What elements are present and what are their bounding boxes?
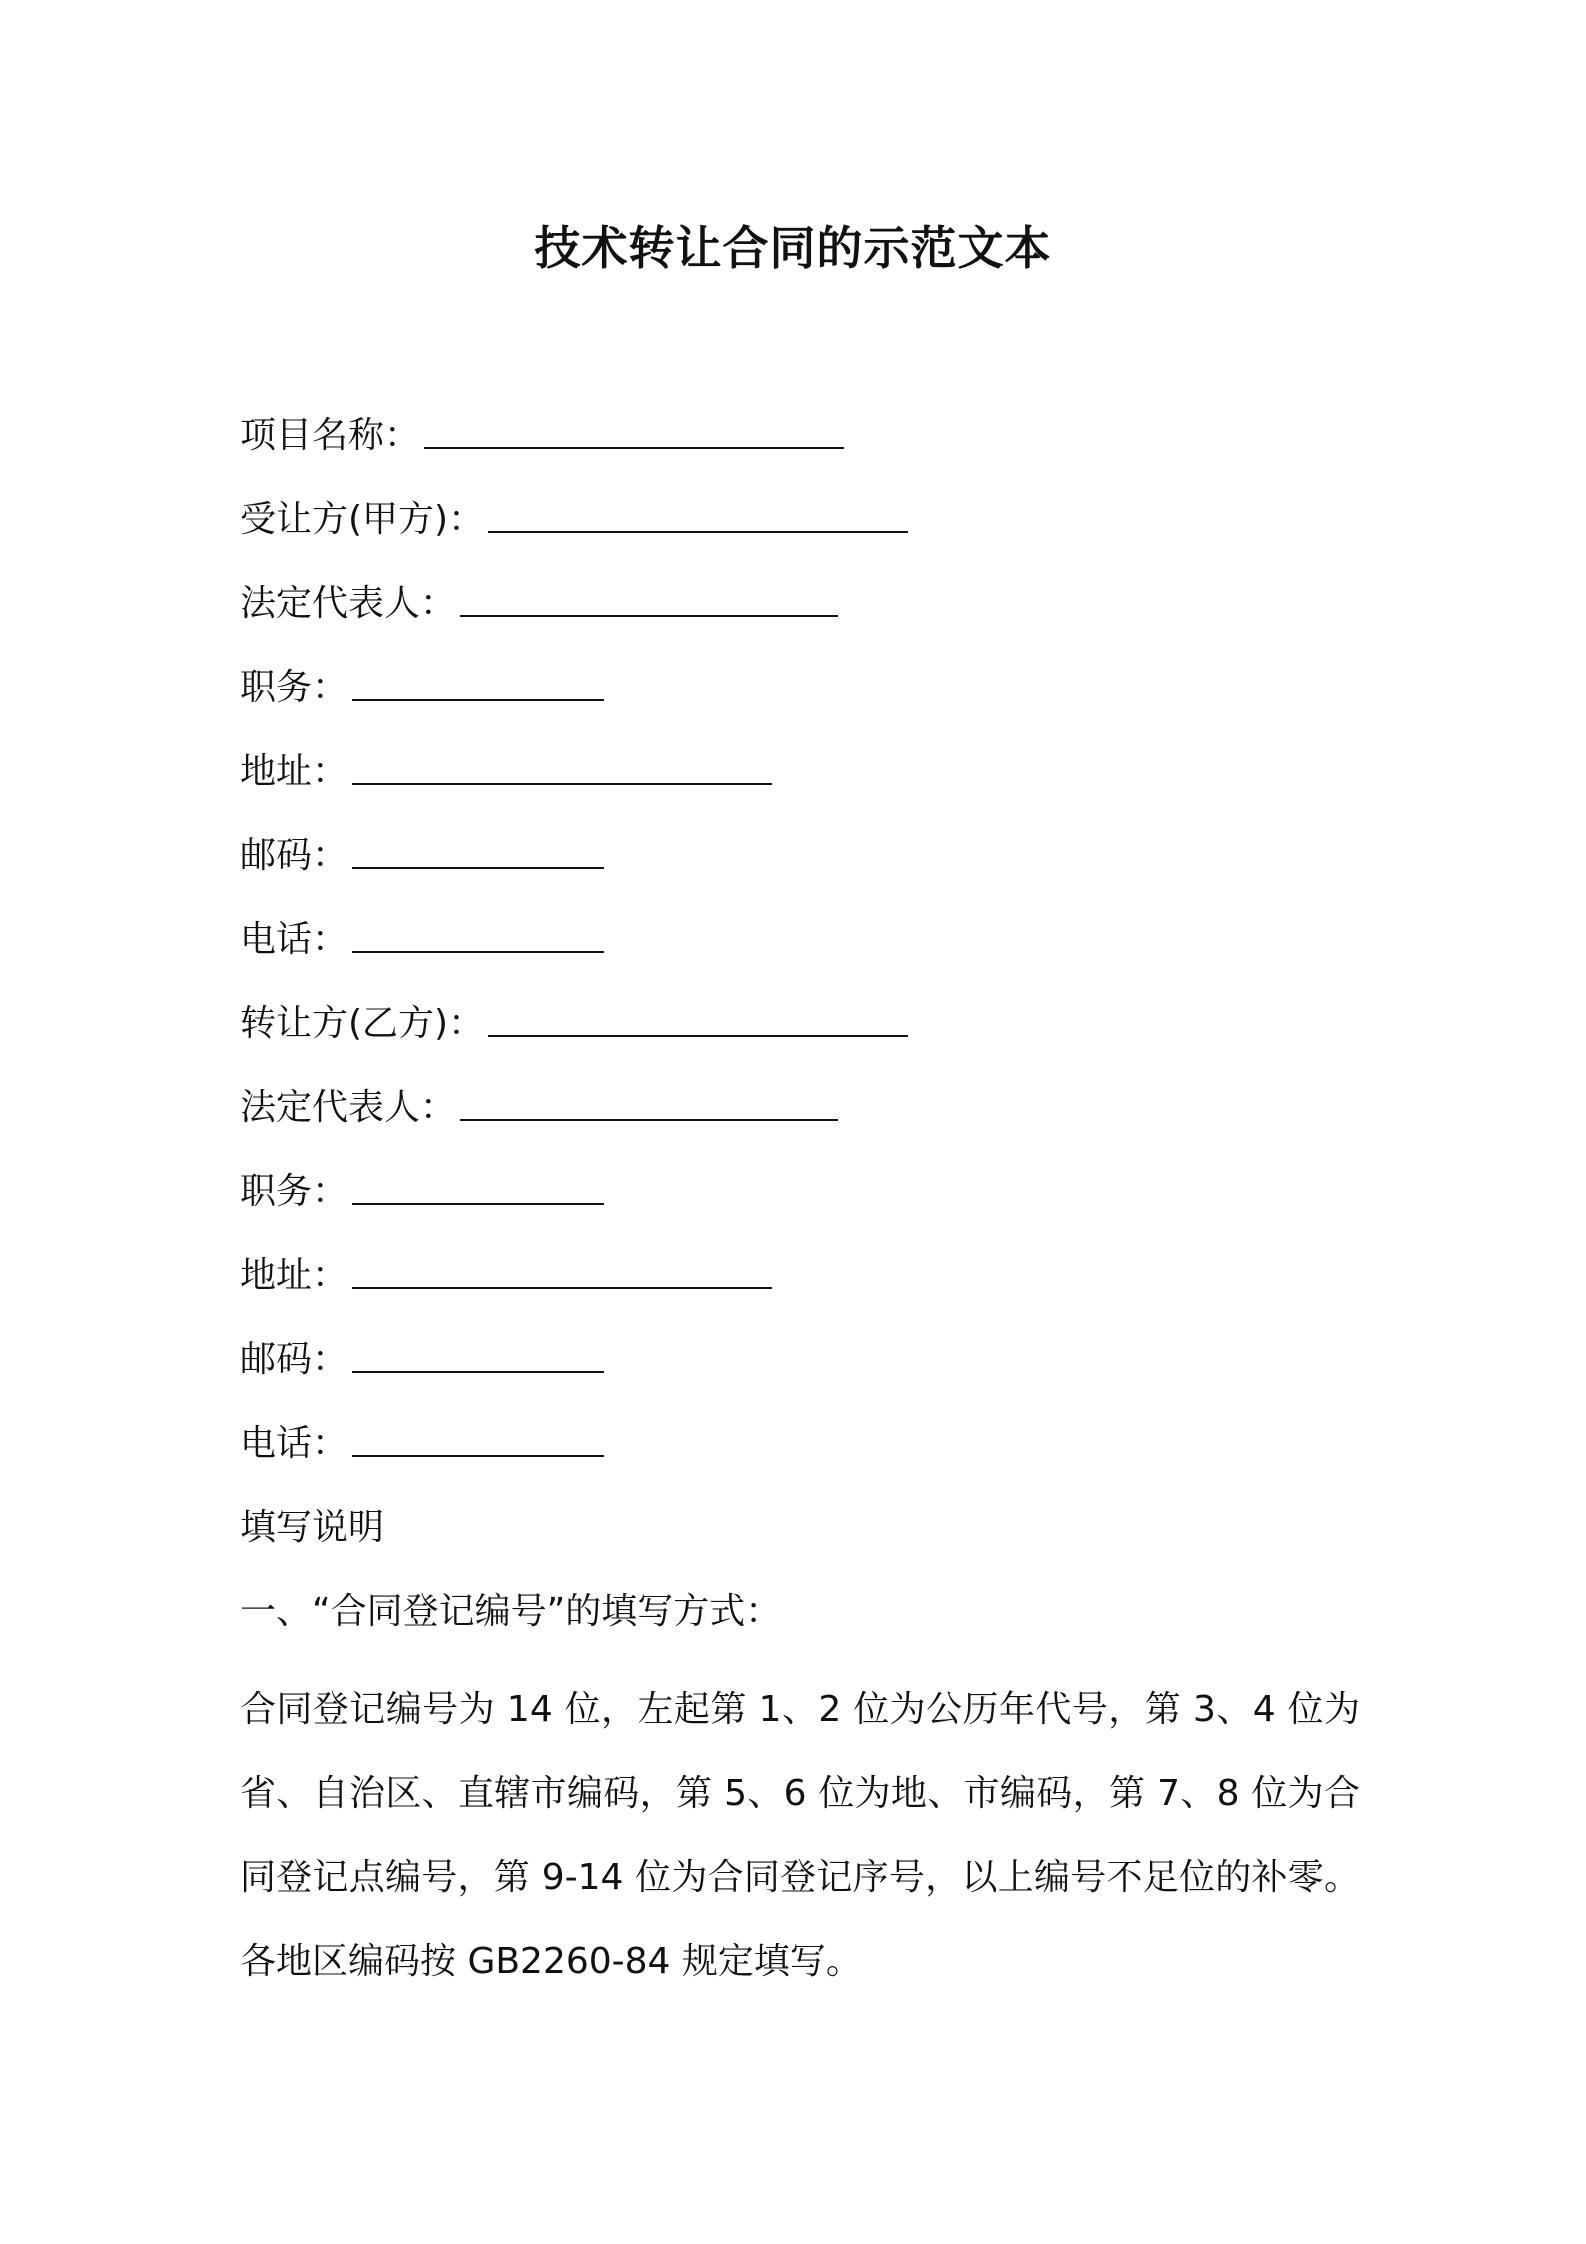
field-label: 转让方(乙方)： <box>240 1003 485 1044</box>
field-address-b <box>240 1248 1360 1332</box>
fill-in-blank <box>488 495 908 533</box>
fill-in-blank <box>488 999 908 1037</box>
fill-in-blank <box>424 411 844 449</box>
fill-in-blank <box>460 1083 838 1121</box>
form-fields <box>240 408 1360 2004</box>
fill-in-blank <box>352 915 604 953</box>
field-phone-a <box>240 912 1360 996</box>
fill-in-blank <box>352 1419 604 1457</box>
field-label: 邮码： <box>240 835 349 876</box>
field-address-a <box>240 744 1360 828</box>
field-legal-representative-b <box>240 1080 1360 1164</box>
field-position-b <box>240 1164 1360 1248</box>
field-transferee <box>240 492 1360 576</box>
fill-in-blank <box>352 663 604 701</box>
field-label: 项目名称： <box>240 415 421 456</box>
field-label: 地址： <box>240 751 349 792</box>
field-project-name <box>240 408 1360 492</box>
field-phone-b <box>240 1416 1360 1500</box>
document-title: 技术转让合同的示范文本 <box>534 221 1052 275</box>
field-label: 受让方(甲方)： <box>240 499 485 540</box>
fill-in-blank <box>460 579 838 617</box>
fill-in-blank <box>352 1251 772 1289</box>
field-legal-representative-a <box>240 576 1360 660</box>
section-one-paragraph: 合同登记编号为 14 位，左起第 1、2 位为公历年代号，第 3、4 位为省、自治区、直辖市编码，第 5、6 位为地、市编码，第 7、8 位为合同登记点编号，第 9-14 位为合同登记序号，以上编号不足位的补零。各地区编码按 GB2260-84 规定填写。 <box>240 1689 1360 1982</box>
instructions-heading: 填写说明 <box>240 1507 385 1548</box>
field-label: 电话： <box>240 919 349 960</box>
field-label: 法定代表人： <box>240 1087 457 1128</box>
field-label: 职务： <box>240 1171 349 1212</box>
field-label: 邮码： <box>240 1339 349 1380</box>
section-one-heading: 一、“合同登记编号”的填写方式： <box>240 1591 782 1632</box>
field-postcode-b <box>240 1332 1360 1416</box>
field-label: 电话： <box>240 1423 349 1464</box>
fill-in-blank <box>352 1335 604 1373</box>
field-label: 地址： <box>240 1255 349 1296</box>
field-label: 法定代表人： <box>240 583 457 624</box>
fill-in-blank <box>352 747 772 785</box>
fill-in-blank <box>352 831 604 869</box>
field-transferor <box>240 996 1360 1080</box>
fill-in-blank <box>352 1167 604 1205</box>
field-position-a <box>240 660 1360 744</box>
field-label: 职务： <box>240 667 349 708</box>
field-postcode-a <box>240 828 1360 912</box>
